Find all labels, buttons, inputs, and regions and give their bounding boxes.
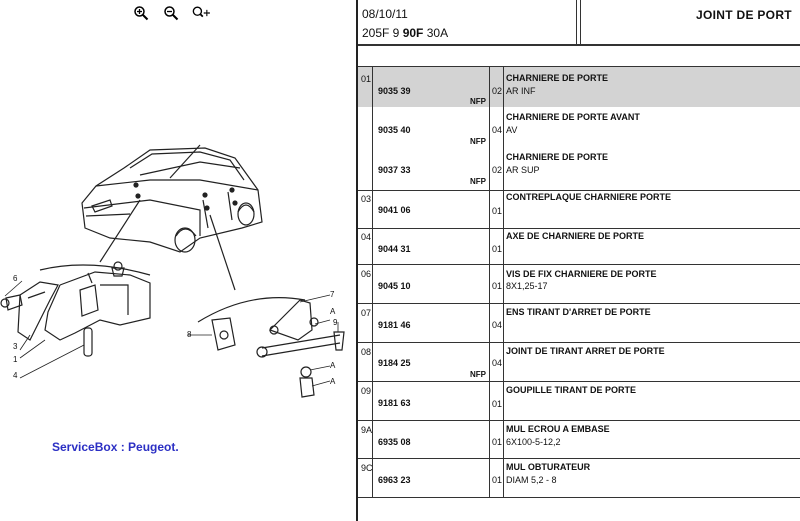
column-divider [489,66,490,497]
callout-label: 4 [13,371,18,380]
group-number: 06 [361,269,372,279]
row-separator [358,342,800,343]
group-number: 9A [361,425,373,435]
reference-suffix: 30A [423,26,449,40]
part-name[interactable]: CHARNIERE DE PORTE [506,73,609,83]
catalog-date: 08/10/11 [362,7,408,21]
group-number: 08 [361,347,372,357]
header-divider [580,0,581,44]
group-number: 01 [361,74,372,84]
column-divider [372,66,373,497]
quantity: 01 [492,281,503,291]
part-detail: 6X100-5-12,2 [506,437,561,447]
group-number: 04 [361,232,372,242]
row-separator [358,381,800,382]
hinge-drawing [1,262,150,356]
callout-label: A [330,377,336,386]
callout-label: 9 [333,318,338,327]
part-name[interactable]: MUL OBTURATEUR [506,462,591,472]
header-bottom-border [358,44,800,46]
part-reference[interactable]: 9035 40 [378,125,411,135]
nfp-flag: NFP [470,370,486,379]
brand-label: ServiceBox : Peugeot. [52,440,179,454]
row-separator [358,264,800,265]
part-reference[interactable]: 6963 23 [378,475,411,485]
header-divider [576,0,577,44]
door-stop-drawing [198,298,344,397]
row-separator [358,303,800,304]
part-reference[interactable]: 9181 63 [378,398,411,408]
part-reference[interactable]: 9037 33 [378,165,411,175]
part-name[interactable]: VIS DE FIX CHARNIERE DE PORTE [506,269,657,279]
quantity: 02 [492,165,503,175]
part-name[interactable]: AXE DE CHARNIERE DE PORTE [506,231,645,241]
part-name[interactable]: MUL ECROU A EMBASE [506,424,610,434]
callout-label: A [330,361,336,370]
part-reference[interactable]: 9044 31 [378,244,411,254]
group-number: 03 [361,194,372,204]
part-detail: DIAM 5,2 - 8 [506,475,557,485]
part-detail: AR INF [506,86,536,96]
nfp-flag: NFP [470,177,486,186]
row-separator [358,228,800,229]
callout-label: 8 [187,330,192,339]
quantity: 01 [492,244,503,254]
group-number: 9C [361,463,373,473]
quantity: 01 [492,475,503,485]
part-detail: AR SUP [506,165,540,175]
reference-model: 90F [402,26,424,40]
part-name[interactable]: GOUPILLE TIRANT DE PORTE [506,385,637,395]
quantity: 04 [492,125,503,135]
part-name[interactable]: ENS TIRANT D'ARRET DE PORTE [506,307,651,317]
part-name[interactable]: JOINT DE TIRANT ARRET DE PORTE [506,346,665,356]
group-number: 07 [361,308,372,318]
callout-label: 6 [13,274,18,283]
part-detail: 8X1,25-17 [506,281,548,291]
quantity: 01 [492,437,503,447]
quantity: 02 [492,86,503,96]
quantity: 04 [492,358,503,368]
callout-label: 1 [13,355,18,364]
callout-label: 3 [13,342,18,351]
part-reference[interactable]: 6935 08 [378,437,411,447]
page-title: JOINT DE PORT [696,8,792,22]
row-separator [358,420,800,421]
row-separator [358,458,800,459]
parts-list-panel [358,0,800,521]
part-detail: AV [506,125,518,135]
catalog-reference [362,26,448,40]
column-divider [503,66,504,497]
part-reference[interactable]: 9045 10 [378,281,411,291]
quantity: 01 [492,206,503,216]
callout-label: 7 [330,290,335,299]
part-name[interactable]: CHARNIERE DE PORTE [506,152,609,162]
part-reference[interactable]: 9181 46 [378,320,411,330]
part-name[interactable]: CHARNIERE DE PORTE AVANT [506,112,640,122]
row-separator [358,190,800,191]
part-name[interactable]: CONTREPLAQUE CHARNIERE PORTE [506,192,672,202]
reference-prefix: 205F 9 [362,26,403,40]
quantity: 04 [492,320,503,330]
car-drawing [82,148,262,252]
quantity: 01 [492,399,503,409]
part-reference[interactable]: 9035 39 [378,86,411,96]
nfp-flag: NFP [470,137,486,146]
callout-label: A [330,307,336,316]
nfp-flag: NFP [470,97,486,106]
row-separator [358,497,800,498]
part-reference[interactable]: 9041 06 [378,205,411,215]
group-number: 09 [361,386,372,396]
part-reference[interactable]: 9184 25 [378,358,411,368]
diagram-panel [0,0,356,521]
